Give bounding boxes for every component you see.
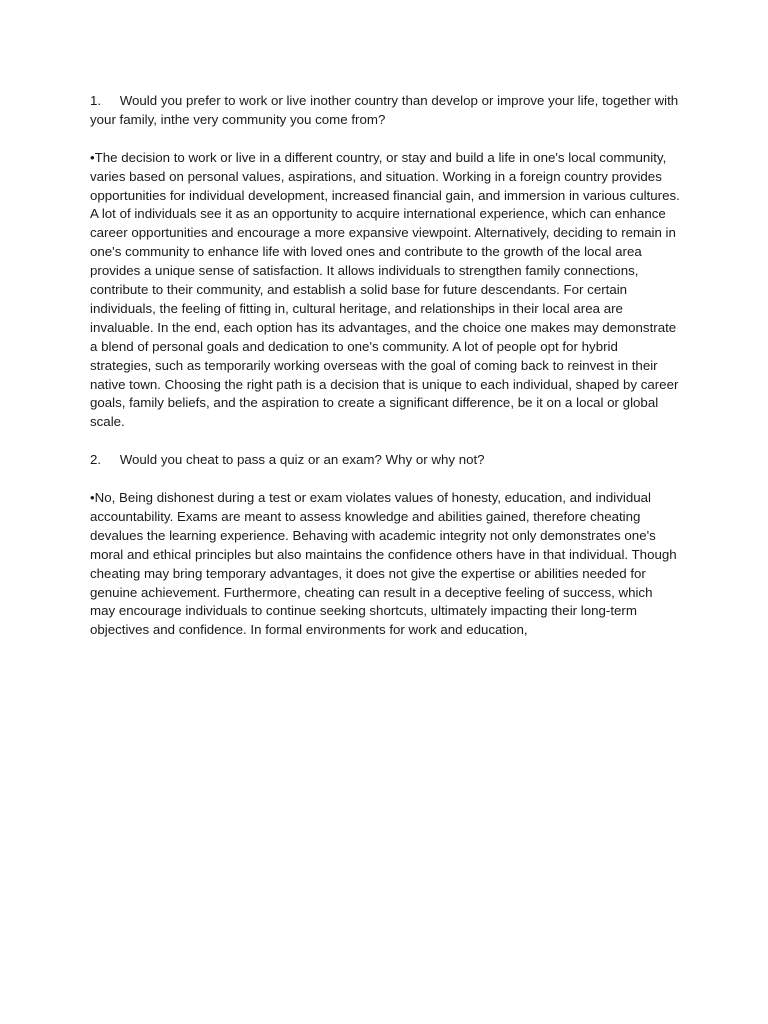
answer-2: •No, Being dishonest during a test or exam violates values of honesty, education, and individual accountability. Exams are meant to assess knowledge and abilities gained, therefore cheating devalues the learning experience. Behaving with academic integrity not only demonstrates one's moral and ethical principles but also maintains the confidence others have in that individual. Though cheating may bring temporary advantages, it does not give the expertise or abilities needed for genuine achievement. Furthermore, cheating can result in a deceptive feeling of success, which may encourage individuals to continue seeking shortcuts, ultimately impacting their long-term objectives and confidence. In formal environments for work and education, [90, 489, 677, 638]
document-page [90, 92, 680, 659]
question-text: Would you prefer to work or live inother country than develop or improve your life, together with your family, inthe very community you come from? [90, 93, 679, 127]
question-1 [90, 92, 680, 130]
question-2 [90, 451, 680, 470]
answer-1: •The decision to work or live in a different country, or stay and build a life in one's local community, varies based on personal values, aspirations, and situation. Working in a foreign country provides opportunities for individual development, increased financial gain, and immersion in various cultures. A lot of individuals see it as an opportunity to acquire international experience, which can enhance career opportunities and encourage a more expansive viewpoint. Alternatively, deciding to remain in one's community to enhance life with loved ones and contribute to the growth of the local area provides a unique sense of satisfaction. It allows individuals to strengthen family connections, contribute to their community, and establish a solid base for future descendants. For certain individuals, the feeling of fitting in, cultural heritage, and relationships in their local area are invaluable. In the end, each option has its advantages, and the choice one makes may demonstrate a blend of personal goals and dedication to one's community. A lot of people opt for hybrid strategies, such as temporarily working overseas with the goal of coming back to reinvest in their native town. Choosing the right path is a decision that is unique to each individual, shaped by career goals, family beliefs, and the aspiration to create a significant difference, be it on a local or global scale. [90, 149, 680, 430]
question-number: 1. [90, 93, 102, 108]
question-number: 2. [90, 452, 102, 468]
question-text: Would you cheat to pass a quiz or an exam? Why or why not? [119, 452, 485, 468]
